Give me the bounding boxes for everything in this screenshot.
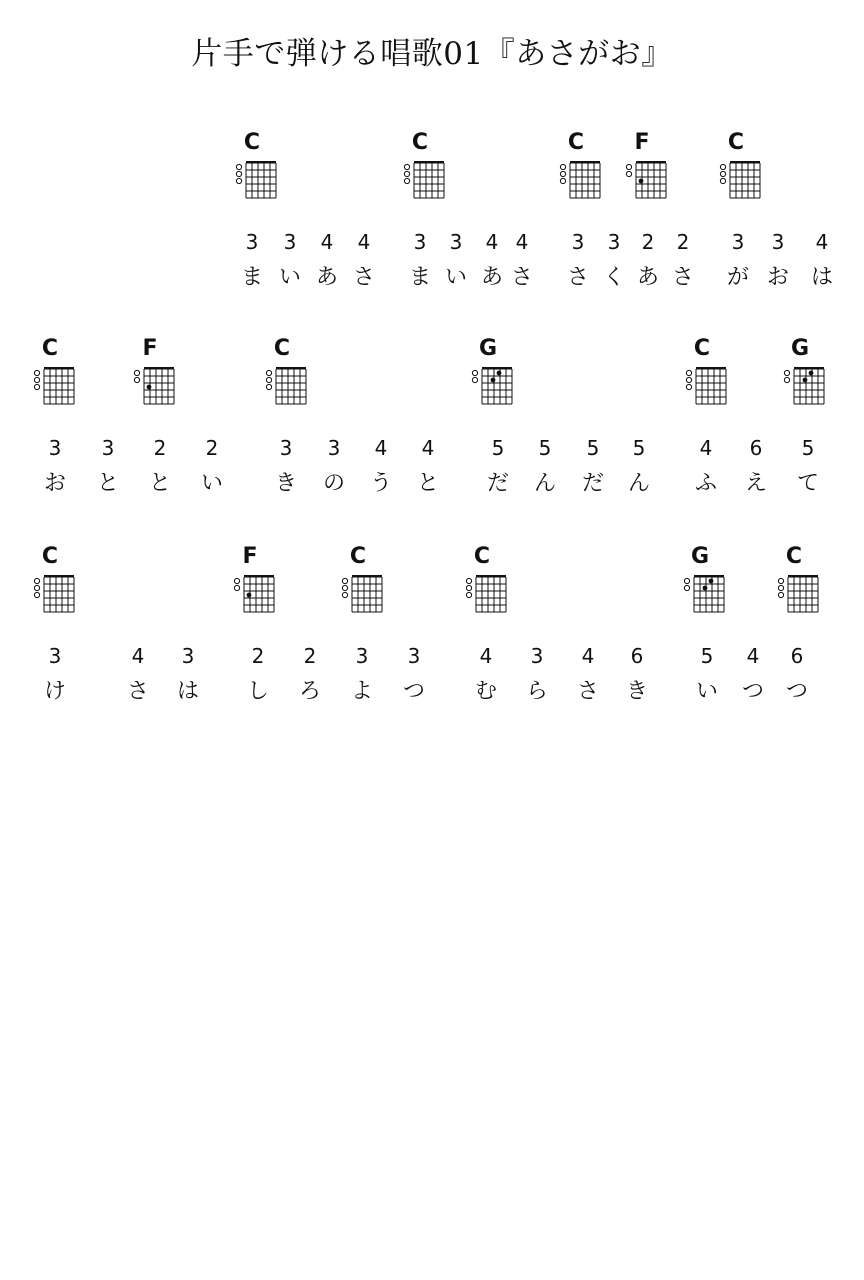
chord-name: G bbox=[790, 336, 810, 361]
finger-dot bbox=[147, 385, 152, 390]
lyric-syllable: い bbox=[695, 679, 718, 704]
note-number: 3 bbox=[101, 436, 115, 460]
open-string-marker bbox=[236, 164, 241, 169]
lyric-syllable: さ bbox=[126, 679, 149, 704]
open-string-marker bbox=[236, 178, 241, 183]
lyric-syllable: の bbox=[322, 471, 345, 496]
chord-diagram bbox=[462, 572, 512, 618]
chord-diagram bbox=[716, 158, 766, 204]
lyric-syllable: お bbox=[43, 471, 66, 496]
open-string-marker bbox=[560, 178, 565, 183]
note-number: 4 bbox=[421, 436, 435, 460]
open-string-marker bbox=[266, 377, 271, 382]
note-number: 2 bbox=[676, 230, 690, 254]
note-number: 5 bbox=[801, 436, 815, 460]
lyric-syllable: さ bbox=[576, 679, 599, 704]
open-string-marker bbox=[342, 578, 347, 583]
chord-name: C bbox=[41, 544, 59, 569]
note-number: 4 bbox=[320, 230, 334, 254]
lyric-syllable: あ bbox=[636, 265, 659, 290]
chord-diagram bbox=[30, 364, 80, 410]
note-number: 6 bbox=[630, 644, 644, 668]
lyric-syllable: よ bbox=[350, 679, 373, 704]
note-number: 3 bbox=[771, 230, 785, 254]
chord-name: G bbox=[478, 336, 498, 361]
finger-dot bbox=[639, 179, 644, 184]
open-string-marker bbox=[342, 592, 347, 597]
note-number: 6 bbox=[749, 436, 763, 460]
note-number: 3 bbox=[181, 644, 195, 668]
lyric-syllable: さ bbox=[510, 265, 533, 290]
lyric-syllable: が bbox=[726, 265, 749, 290]
lyric-syllable: と bbox=[148, 471, 171, 496]
open-string-marker bbox=[34, 592, 39, 597]
note-number: 5 bbox=[700, 644, 714, 668]
lyric-syllable: つ bbox=[785, 679, 808, 704]
note-number: 3 bbox=[449, 230, 463, 254]
open-string-marker bbox=[466, 578, 471, 583]
open-string-marker bbox=[34, 578, 39, 583]
open-string-marker bbox=[686, 377, 691, 382]
chord-diagram bbox=[556, 158, 606, 204]
chord-diagram bbox=[774, 572, 824, 618]
finger-dot bbox=[491, 378, 496, 383]
chord-diagram bbox=[232, 158, 282, 204]
note-number: 5 bbox=[491, 436, 505, 460]
note-number: 2 bbox=[153, 436, 167, 460]
note-number: 4 bbox=[131, 644, 145, 668]
open-string-marker bbox=[34, 370, 39, 375]
chord-diagram bbox=[680, 572, 730, 618]
note-number: 3 bbox=[283, 230, 297, 254]
finger-dot bbox=[497, 371, 502, 376]
open-string-marker bbox=[626, 164, 631, 169]
open-string-marker bbox=[134, 370, 139, 375]
chord-name: C bbox=[411, 130, 429, 155]
note-number: 4 bbox=[815, 230, 829, 254]
note-number: 4 bbox=[699, 436, 713, 460]
chord-block bbox=[468, 336, 528, 411]
chord-diagram bbox=[780, 364, 830, 410]
lyric-syllable: ん bbox=[627, 471, 650, 496]
chord-name: F bbox=[242, 544, 258, 569]
chord-block bbox=[682, 336, 742, 411]
lyric-syllable: あ bbox=[480, 265, 503, 290]
open-string-marker bbox=[686, 384, 691, 389]
lyric-syllable: て bbox=[796, 471, 819, 496]
open-string-marker bbox=[684, 585, 689, 590]
chord-block bbox=[130, 336, 190, 411]
note-number: 3 bbox=[731, 230, 745, 254]
note-number: 2 bbox=[641, 230, 655, 254]
lyric-syllable: ふ bbox=[694, 471, 717, 496]
lyric-syllable: け bbox=[43, 679, 66, 704]
lyric-syllable: ま bbox=[240, 265, 263, 290]
open-string-marker bbox=[404, 164, 409, 169]
song-line bbox=[0, 336, 864, 516]
chord-name: F bbox=[142, 336, 158, 361]
chord-block bbox=[230, 544, 290, 619]
finger-dot bbox=[809, 371, 814, 376]
note-number: 5 bbox=[538, 436, 552, 460]
chord-name: F bbox=[634, 130, 650, 155]
chord-block bbox=[232, 130, 292, 205]
open-string-marker bbox=[234, 578, 239, 583]
lyric-syllable: ん bbox=[533, 471, 556, 496]
note-number: 2 bbox=[303, 644, 317, 668]
open-string-marker bbox=[778, 585, 783, 590]
open-string-marker bbox=[686, 370, 691, 375]
open-string-marker bbox=[778, 592, 783, 597]
lyric-syllable: う bbox=[369, 471, 392, 496]
open-string-marker bbox=[466, 592, 471, 597]
open-string-marker bbox=[684, 578, 689, 583]
lyric-syllable: つ bbox=[741, 679, 764, 704]
chord-diagram bbox=[338, 572, 388, 618]
chord-diagram bbox=[30, 572, 80, 618]
chord-block bbox=[622, 130, 682, 205]
lyric-syllable: お bbox=[766, 265, 789, 290]
note-number: 3 bbox=[413, 230, 427, 254]
open-string-marker bbox=[778, 578, 783, 583]
open-string-marker bbox=[404, 171, 409, 176]
lyric-syllable: い bbox=[278, 265, 301, 290]
open-string-marker bbox=[784, 370, 789, 375]
chord-name: C bbox=[727, 130, 745, 155]
chord-diagram bbox=[130, 364, 180, 410]
lyric-syllable: と bbox=[416, 471, 439, 496]
chord-diagram bbox=[468, 364, 518, 410]
note-number: 5 bbox=[632, 436, 646, 460]
open-string-marker bbox=[626, 171, 631, 176]
chord-name: C bbox=[693, 336, 711, 361]
chord-block bbox=[262, 336, 322, 411]
open-string-marker bbox=[134, 377, 139, 382]
song-line bbox=[0, 544, 864, 724]
open-string-marker bbox=[784, 377, 789, 382]
chord-name: C bbox=[473, 544, 491, 569]
note-number: 4 bbox=[581, 644, 595, 668]
lyric-syllable: い bbox=[200, 471, 223, 496]
finger-dot bbox=[703, 586, 708, 591]
open-string-marker bbox=[720, 164, 725, 169]
note-number: 3 bbox=[530, 644, 544, 668]
lyric-syllable: え bbox=[744, 471, 767, 496]
open-string-marker bbox=[472, 370, 477, 375]
chord-diagram bbox=[262, 364, 312, 410]
chord-diagram bbox=[682, 364, 732, 410]
chord-diagram bbox=[622, 158, 672, 204]
lyric-syllable: く bbox=[602, 265, 625, 290]
chord-block bbox=[680, 544, 740, 619]
open-string-marker bbox=[234, 585, 239, 590]
lyric-syllable: ら bbox=[525, 679, 548, 704]
chord-block bbox=[30, 544, 90, 619]
note-number: 4 bbox=[479, 644, 493, 668]
lyric-syllable: ろ bbox=[298, 679, 321, 704]
note-number: 3 bbox=[48, 436, 62, 460]
chord-block bbox=[774, 544, 834, 619]
finger-dot bbox=[803, 378, 808, 383]
finger-dot bbox=[247, 593, 252, 598]
note-number: 3 bbox=[607, 230, 621, 254]
chord-name: G bbox=[690, 544, 710, 569]
open-string-marker bbox=[560, 171, 565, 176]
open-string-marker bbox=[342, 585, 347, 590]
chord-block bbox=[338, 544, 398, 619]
chord-block bbox=[30, 336, 90, 411]
open-string-marker bbox=[34, 377, 39, 382]
open-string-marker bbox=[266, 384, 271, 389]
note-number: 4 bbox=[485, 230, 499, 254]
lyric-syllable: ま bbox=[408, 265, 431, 290]
lyric-syllable: は bbox=[810, 265, 833, 290]
note-number: 6 bbox=[790, 644, 804, 668]
chord-name: C bbox=[273, 336, 291, 361]
lyric-syllable: し bbox=[246, 679, 269, 704]
lyric-syllable: つ bbox=[402, 679, 425, 704]
lyric-syllable: だ bbox=[581, 471, 604, 496]
lyric-syllable: あ bbox=[315, 265, 338, 290]
lyric-syllable: は bbox=[176, 679, 199, 704]
open-string-marker bbox=[266, 370, 271, 375]
song-line bbox=[0, 130, 864, 310]
lyric-syllable: だ bbox=[486, 471, 509, 496]
note-number: 5 bbox=[586, 436, 600, 460]
lyric-syllable: き bbox=[274, 471, 297, 496]
chord-block bbox=[400, 130, 460, 205]
note-number: 3 bbox=[571, 230, 585, 254]
note-number: 3 bbox=[327, 436, 341, 460]
note-number: 3 bbox=[245, 230, 259, 254]
chord-block bbox=[556, 130, 616, 205]
open-string-marker bbox=[236, 171, 241, 176]
open-string-marker bbox=[404, 178, 409, 183]
note-number: 3 bbox=[407, 644, 421, 668]
chord-block bbox=[462, 544, 522, 619]
lyric-syllable: さ bbox=[566, 265, 589, 290]
note-number: 3 bbox=[279, 436, 293, 460]
open-string-marker bbox=[472, 377, 477, 382]
note-number: 3 bbox=[355, 644, 369, 668]
open-string-marker bbox=[560, 164, 565, 169]
note-number: 2 bbox=[251, 644, 265, 668]
lyric-syllable: さ bbox=[671, 265, 694, 290]
open-string-marker bbox=[34, 384, 39, 389]
chord-name: C bbox=[41, 336, 59, 361]
lyric-syllable: と bbox=[96, 471, 119, 496]
open-string-marker bbox=[466, 585, 471, 590]
note-number: 4 bbox=[515, 230, 529, 254]
open-string-marker bbox=[720, 171, 725, 176]
chord-name: C bbox=[349, 544, 367, 569]
note-number: 3 bbox=[48, 644, 62, 668]
finger-dot bbox=[709, 579, 714, 584]
page-title: 片手で弾ける唱歌01『あさがお』 bbox=[191, 36, 673, 72]
chord-block bbox=[716, 130, 776, 205]
chord-diagram bbox=[400, 158, 450, 204]
note-number: 2 bbox=[205, 436, 219, 460]
lyric-syllable: む bbox=[474, 679, 497, 704]
lyric-syllable: き bbox=[625, 679, 648, 704]
note-number: 4 bbox=[374, 436, 388, 460]
chord-name: C bbox=[785, 544, 803, 569]
note-number: 4 bbox=[357, 230, 371, 254]
open-string-marker bbox=[720, 178, 725, 183]
note-number: 4 bbox=[746, 644, 760, 668]
chord-name: C bbox=[243, 130, 261, 155]
lyric-syllable: い bbox=[444, 265, 467, 290]
chord-block bbox=[780, 336, 840, 411]
chord-name: C bbox=[567, 130, 585, 155]
chord-diagram bbox=[230, 572, 280, 618]
lyric-syllable: さ bbox=[352, 265, 375, 290]
open-string-marker bbox=[34, 585, 39, 590]
